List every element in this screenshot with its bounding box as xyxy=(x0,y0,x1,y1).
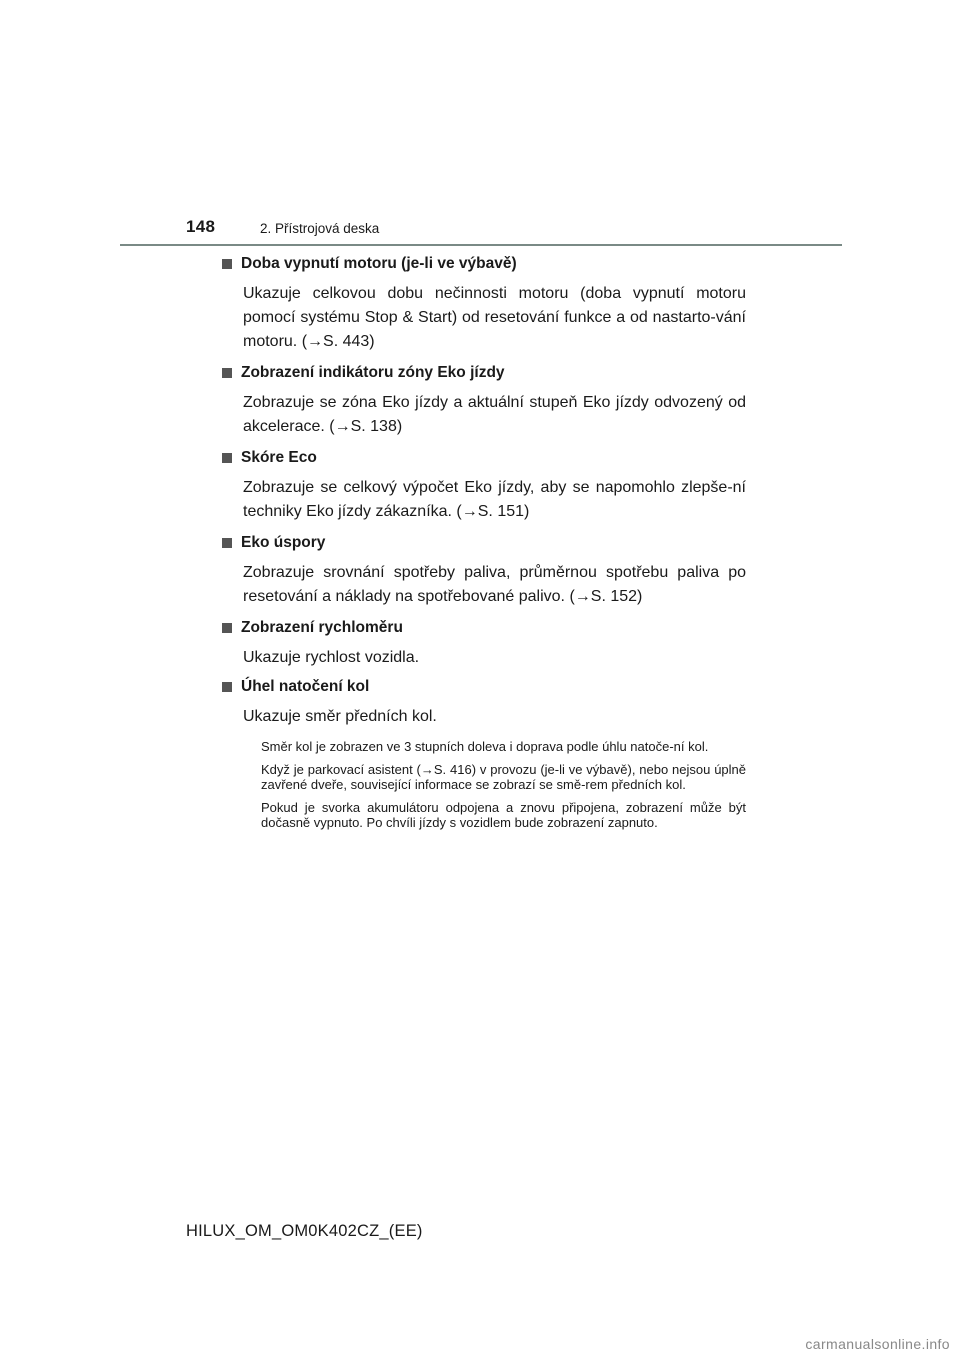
section-body: Ukazuje rychlost vozidla. xyxy=(243,649,420,666)
square-bullet-icon xyxy=(222,453,232,463)
square-bullet-icon xyxy=(222,623,232,633)
section-heading xyxy=(222,254,746,274)
square-bullet-icon xyxy=(222,368,232,378)
section-speedometer xyxy=(222,618,746,670)
square-bullet-icon xyxy=(222,682,232,692)
section-heading xyxy=(222,363,746,383)
section-heading xyxy=(222,618,746,638)
page-number: 148 xyxy=(186,217,216,236)
note-text: Když je parkovací asistent (→S. 416) v provozu (je-li ve výbavě), nebo nejsou úplně zavřené dveře, související informace se zobrazí se smě-rem předních kol. xyxy=(261,761,746,792)
square-bullet-icon xyxy=(222,538,232,548)
chapter-title: 2. Přístrojová deska xyxy=(260,221,380,236)
section-heading xyxy=(222,533,746,553)
note-text: Pokud je svorka akumulátoru odpojena a znovu připojena, zobrazení může být dočasně vypnuto. Po chvíli jízdy s vozidlem bude zobrazení zapnuto. xyxy=(261,799,746,830)
note-text: Směr kol je zobrazen ve 3 stupních doleva i doprava podle úhlu natoče-ní kol. xyxy=(261,739,709,754)
document-code: HILUX_OM_OM0K402CZ_(EE) xyxy=(186,1222,423,1240)
section-heading xyxy=(222,448,746,468)
section-body: Ukazuje celkovou dobu nečinnosti motoru (doba vypnutí motoru pomocí systému Stop & Start) od resetování funkce a od nastarto-vání motoru. (→S. 443) xyxy=(243,285,746,350)
section-heading-text: Skóre Eco xyxy=(241,449,317,466)
square-bullet-icon xyxy=(222,259,232,269)
section-eco-zone-indicator xyxy=(222,363,746,439)
section-wheel-angle xyxy=(222,677,746,729)
header-divider xyxy=(120,244,842,246)
section-heading-text: Úhel natočení kol xyxy=(241,678,370,695)
section-body: Zobrazuje se celkový výpočet Eko jízdy, aby se napomohlo zlepše-ní techniky Eko jízdy zákazníka. (→S. 151) xyxy=(243,479,746,520)
section-heading-text: Zobrazení rychloměru xyxy=(241,619,403,636)
section-eco-score xyxy=(222,448,746,524)
section-eco-savings xyxy=(222,533,746,609)
section-heading xyxy=(222,677,746,697)
section-heading-text: Zobrazení indikátoru zóny Eko jízdy xyxy=(241,364,505,381)
section-heading-text: Doba vypnutí motoru (je-li ve výbavě) xyxy=(241,255,517,272)
section-body: Zobrazuje srovnání spotřeby paliva, průměrnou spotřebu paliva po resetování a náklady na spotřebované palivo. (→S. 152) xyxy=(243,564,746,605)
notes-list xyxy=(261,739,746,831)
section-heading-text: Eko úspory xyxy=(241,534,326,551)
watermark: carmanualsonline.info xyxy=(805,1336,950,1352)
section-engine-off-time xyxy=(222,254,746,354)
main-content xyxy=(222,254,746,838)
section-body: Ukazuje směr předních kol. xyxy=(243,708,437,725)
section-body: Zobrazuje se zóna Eko jízdy a aktuální stupeň Eko jízdy odvozený od akcelerace. (→S. 138) xyxy=(243,394,746,435)
